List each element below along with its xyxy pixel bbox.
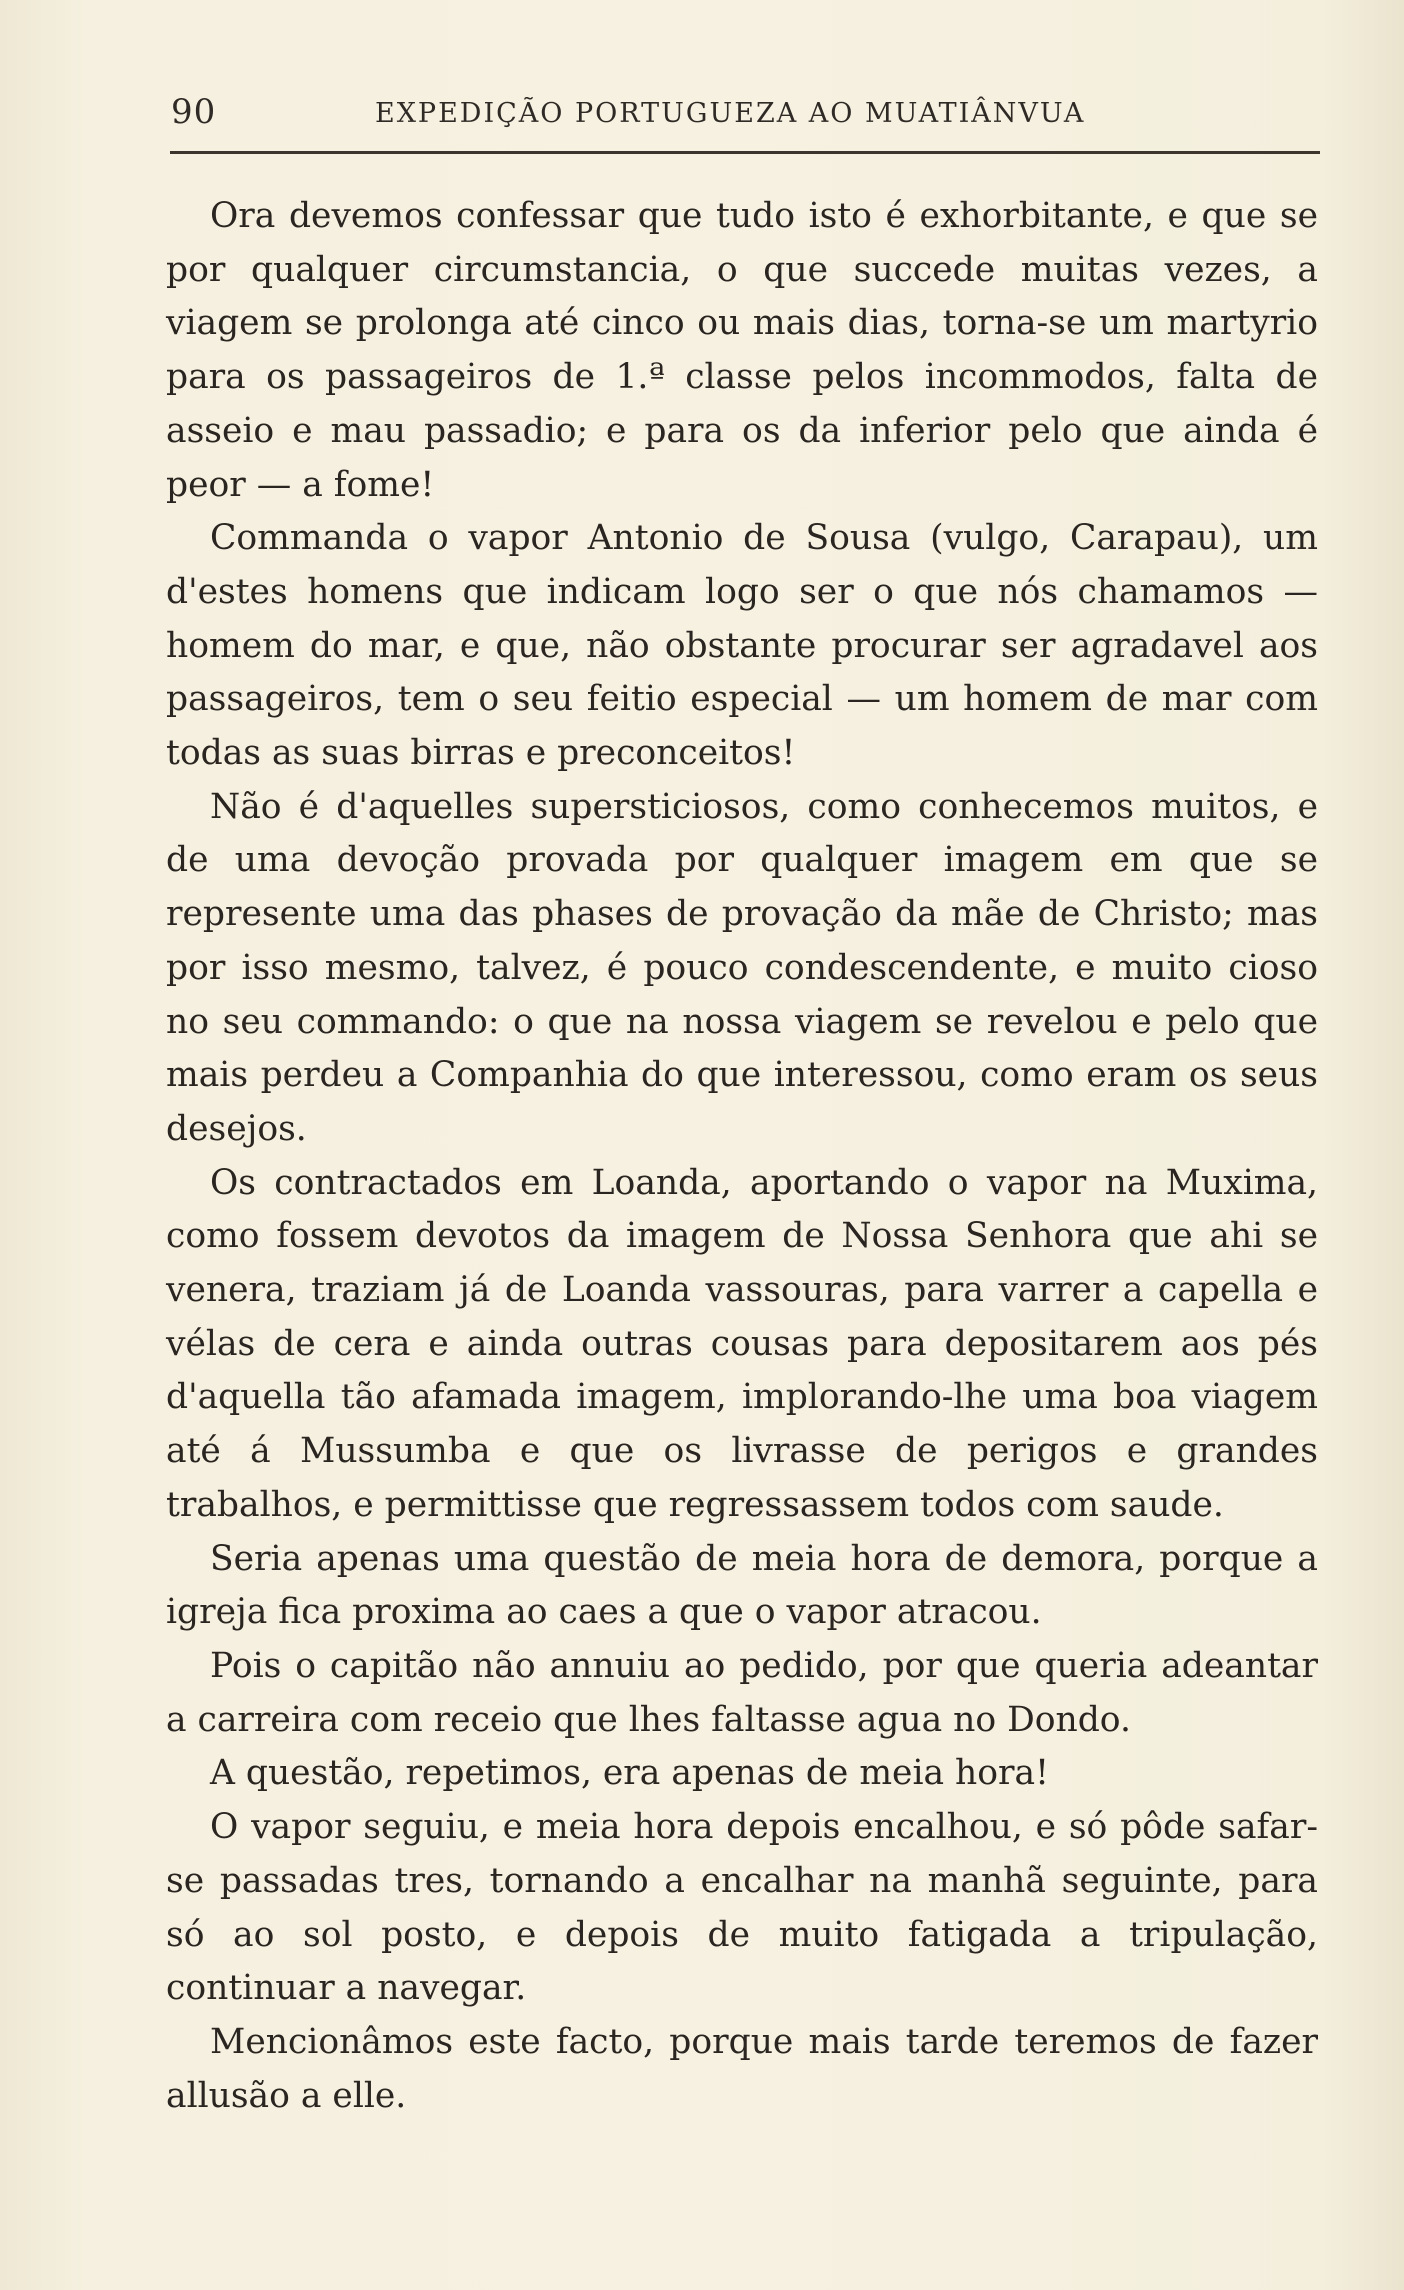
paragraph: Commanda o vapor Antonio de Sousa (vulgo, Carapau), um d'estes homens que indicam logo ser o que nós chamamos — homem do mar, e que, não obstante procurar ser agradavel aos passageiros, tem o seu feitio especial — um homem de mar com todas as suas birras e preconceitos! (166, 518, 1318, 774)
paragraph: O vapor seguiu, e meia hora depois encalhou, e só pôde safar-se passadas tres, tornando a encalhar na manhã seguinte, para só ao sol posto, e depois de muito fatigada a tripulação, continuar a navegar. (166, 1807, 1318, 2009)
page-number: 90 (171, 92, 217, 132)
paragraph: Ora devemos confessar que tudo isto é exhorbitante, e que se por qualquer circumstancia, o que succede muitas vezes, a viagem se prolonga até cinco ou mais dias, torna-se um martyrio para os passageiros de 1.ª classe pelos incommodos, falta de asseio e mau passadio; e para os da inferior pelo que ainda é peor — a fome! (166, 196, 1318, 505)
paragraph: Mencionâmos este facto, porque mais tarde teremos de fazer allusão a elle. (166, 2021, 1318, 2116)
body-text (166, 190, 1318, 2123)
running-title: EXPEDIÇÃO PORTUGUEZA AO MUATIÂNVUA (375, 98, 1086, 129)
paragraph: Não é d'aquelles supersticiosos, como conhecemos muitos, e de uma devoção provada por qualquer imagem em que se represente uma das phases de provação da mãe de Christo; mas por isso mesmo, talvez, é pouco condescendente, e muito cioso no seu commando: o que na nossa viagem se revelou e pelo que mais perdeu a Companhia do que interessou, como eram os seus desejos. (166, 786, 1318, 1149)
paragraph: Pois o capitão não annuiu ao pedido, por que queria adeantar a carreira com receio que lhes faltasse agua no Dondo. (166, 1645, 1318, 1740)
paragraph: Os contractados em Loanda, aportando o vapor na Muxima, como fossem devotos da imagem de Nossa Senhora que ahi se venera, traziam já de Loanda vassouras, para varrer a capella e vélas de cera e ainda outras cousas para depositarem aos pés d'aquella tão afamada imagem, implorando-lhe uma boa viagem até á Mussumba e que os livrasse de perigos e grandes trabalhos, e permittisse que regressassem todos com saude. (166, 1162, 1318, 1525)
paragraph: Seria apenas uma questão de meia hora de demora, porque a igreja fica proxima ao caes a que o vapor atracou. (166, 1538, 1318, 1633)
header-rule (170, 151, 1320, 154)
paragraph: A questão, repetimos, era apenas de meia hora! (210, 1753, 1049, 1794)
page-header (165, 92, 1320, 142)
